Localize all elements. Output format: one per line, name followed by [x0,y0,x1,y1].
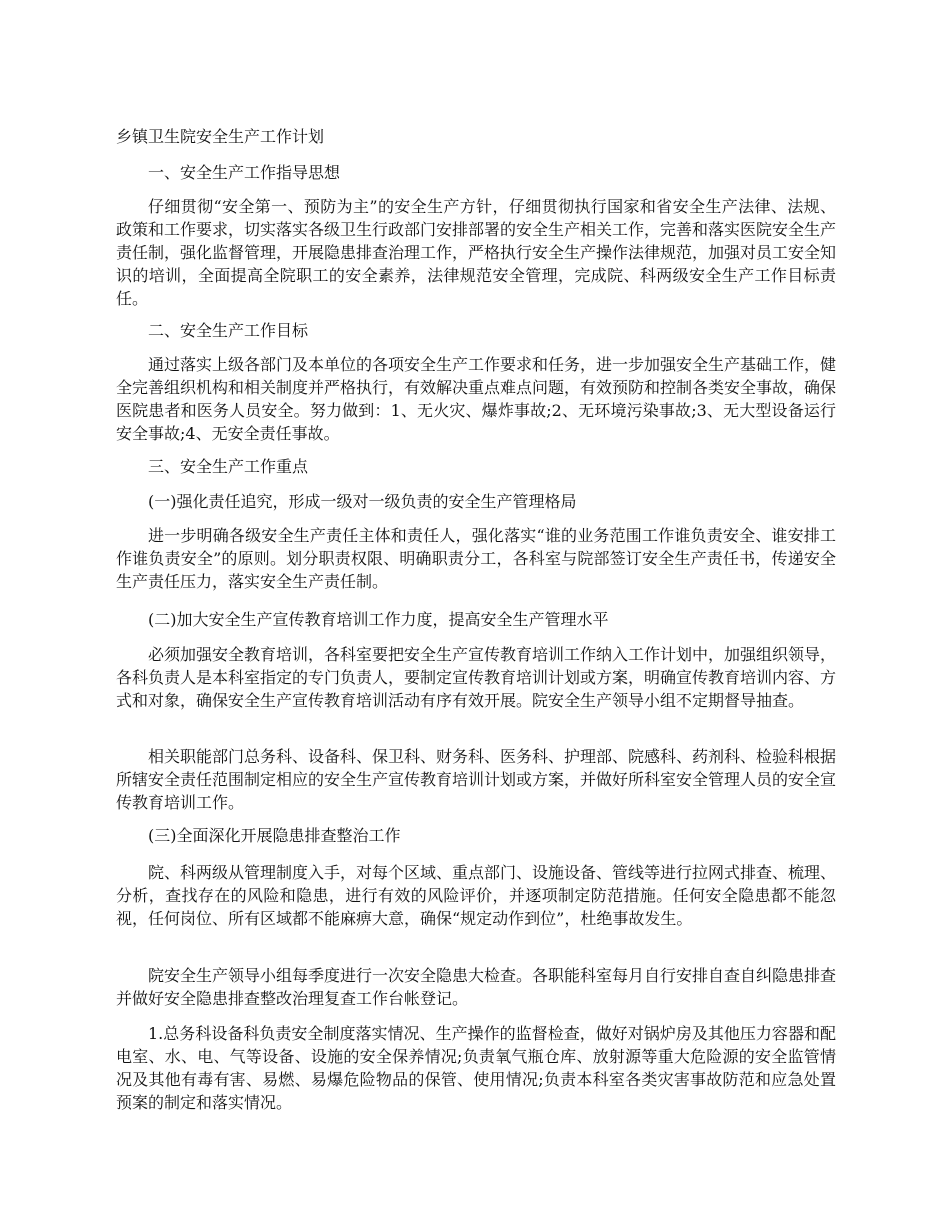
subheading-responsibility: (一)强化责任追究，形成一级对一级负责的安全生产管理格局 [148,492,577,511]
heading-guiding-ideology: 一、安全生产工作指导思想 [148,163,341,182]
paragraph-hazard-inspection: 院、科两级从管理制度入手，对每个区域、重点部门、设施设备、管线等进行拉网式排查、梳理、分析，查找存在的风险和隐患，进行有效的风险评价，并逐项制定防范措施。任何安全隐患都不能忽视，任何岗位、所有区域都不能麻痹大意，确保“规定动作到位”，杜绝事故发生。 [116,863,837,928]
paragraph-work-goals: 通过落实上级各部门及本单位的各项安全生产工作要求和任务，进一步加强安全生产基础工作，健全完善组织机构和相关制度并严格执行，有效解决重点难点问题，有效预防和控制各类安全事故，确保医院患者和医务人员安全。努力做到：1、无火灾、爆炸事故;2、无环境污染事故;3、无大型设备运行安全事故;4、无安全责任事故。 [116,355,837,443]
paragraph-guiding-ideology: 仔细贯彻“安全第一、预防为主”的安全生产方针，仔细贯彻执行国家和省安全生产法律、法规、政策和工作要求，切实落实各级卫生行政部门安排部署的安全生产相关工作，完善和落实医院安全生产责任制，强化监督管理，开展隐患排查治理工作，严格执行安全生产操作法律规范，加强对员工安全知识的培训，全面提高全院职工的安全素养，法律规范安全管理，完成院、科两级安全生产工作目标责任。 [116,197,837,308]
subheading-training: (二)加大安全生产宣传教育培训工作力度，提高安全生产管理水平 [148,610,609,629]
paragraph-training: 必须加强安全教育培训，各科室要把安全生产宣传教育培训工作纳入工作计划中，加强组织领导，各科负责人是本科室指定的专门负责人，要制定宣传教育培训计划或方案，明确宣传教育培训内容、方式和对象，确保安全生产宣传教育培训活动有序有效开展。院安全生产领导小组不定期督导抽查。 [116,645,837,710]
paragraph-departments: 相关职能部门总务科、设备科、保卫科、财务科、医务科、护理部、院感科、药剂科、检验科根据所辖安全责任范围制定相应的安全生产宣传教育培训计划或方案，并做好所科室安全管理人员的安全宣传教育培训工作。 [116,747,837,812]
paragraph-general-affairs: 1.总务科设备科负责安全制度落实情况、生产操作的监督检查，做好对锅炉房及其他压力容器和配电室、水、电、气等设备、设施的安全保养情况;负责氧气瓶仓库、放射源等重大危险源的安全监管情况及其他有毒有害、易燃、易爆危险物品的保管、使用情况;负责本科室各类灾害事故防范和应急处置预案的制定和落实情况。 [116,1024,836,1112]
heading-work-focus: 三、安全生产工作重点 [148,457,309,476]
document-title: 乡镇卫生院安全生产工作计划 [116,127,325,146]
paragraph-responsibility: 进一步明确各级安全生产责任主体和责任人，强化落实“谁的业务范围工作谁负责安全、谁安排工作谁负责安全”的原则。划分职责权限、明确职责分工，各科室与院部签订安全生产责任书，传递安全生产责任压力，落实安全生产责任制。 [116,526,836,591]
subheading-hazard-inspection: (三)全面深化开展隐患排查整治工作 [148,826,401,845]
paragraph-quarterly-check: 院安全生产领导小组每季度进行一次安全隐患大检查。各职能科室每月自行安排自查自纠隐患排查并做好安全隐患排查整改治理复查工作台帐登记。 [116,966,837,1008]
heading-work-goals: 二、安全生产工作目标 [148,321,309,340]
